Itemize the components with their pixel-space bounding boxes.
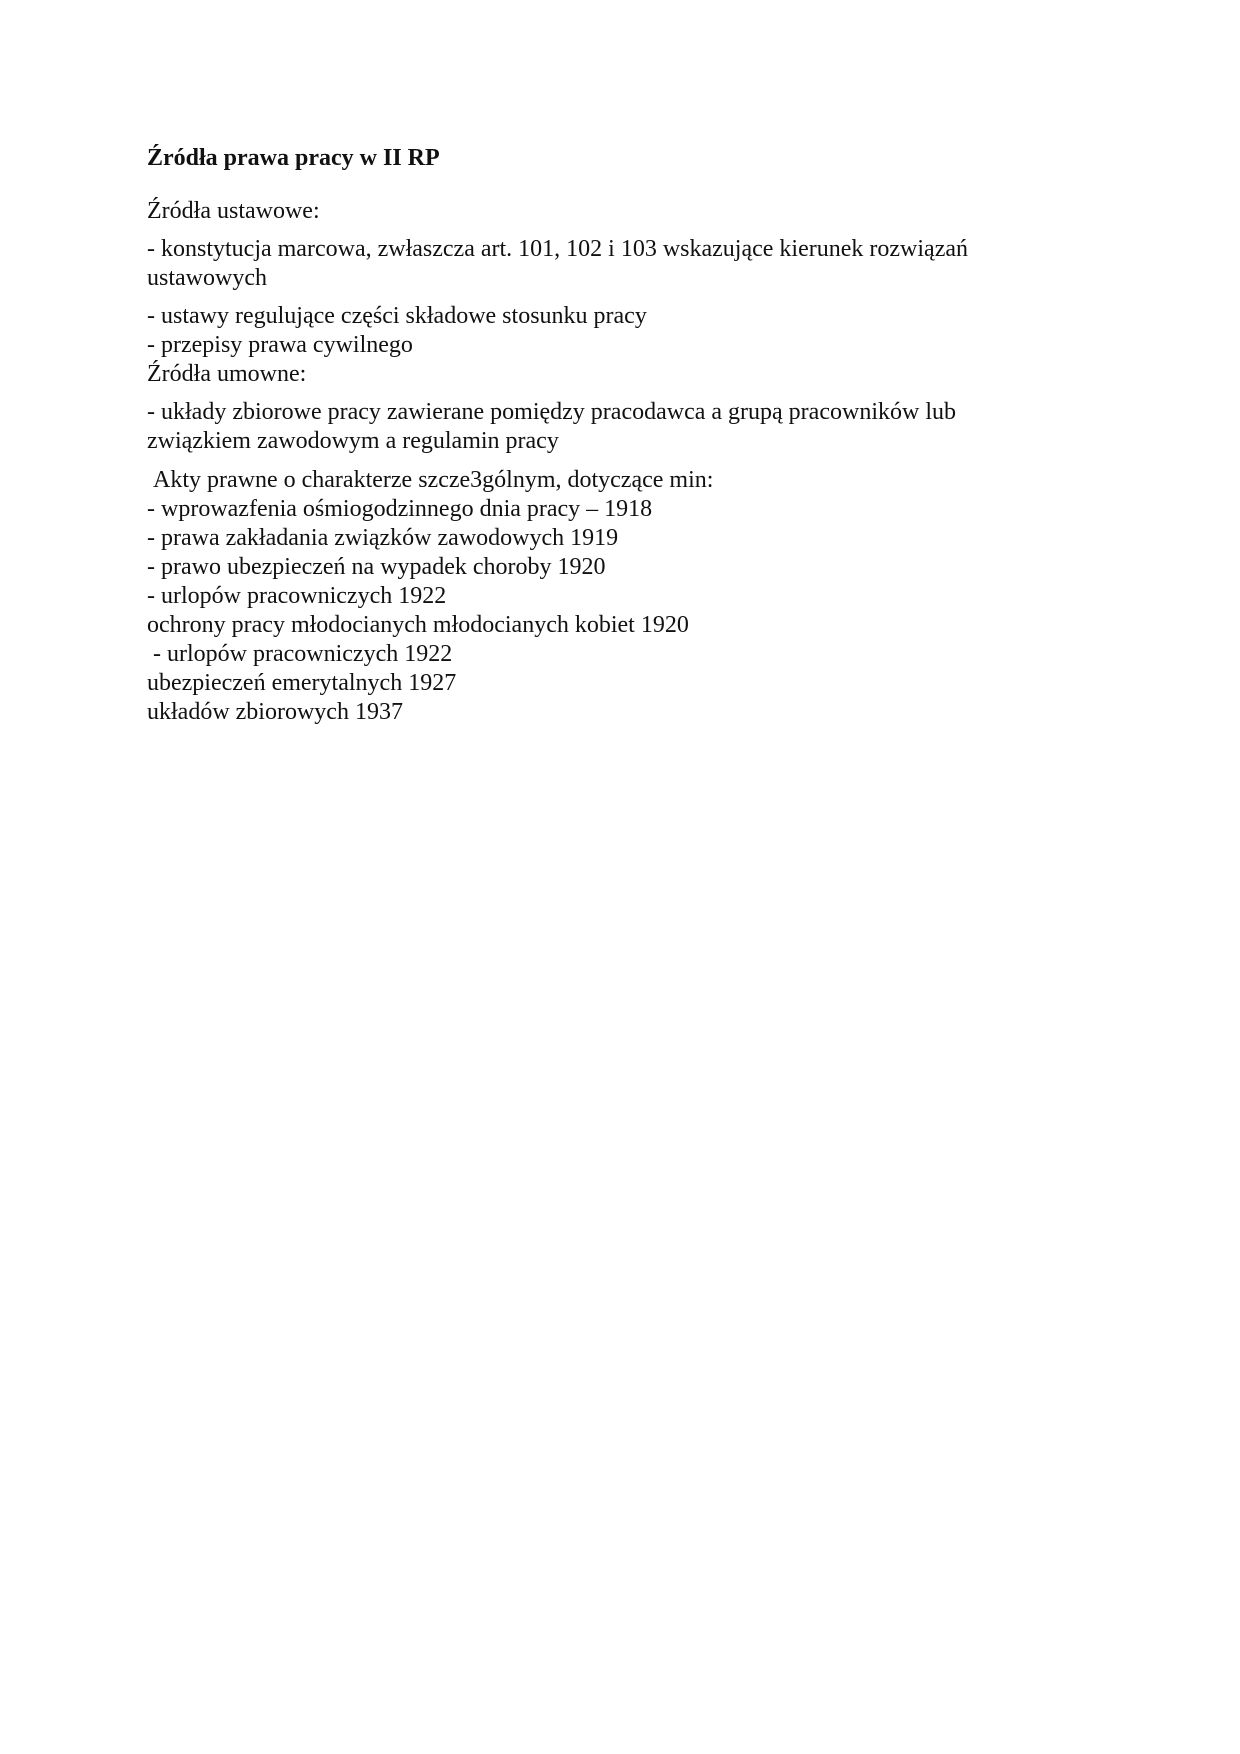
document-title: Źródła prawa pracy w II RP bbox=[147, 145, 440, 171]
list-item-constitution: - konstytucja marcowa, zwłaszcza art. 101, 102 i 103 wskazujące kierunek rozwiązań ustawowych bbox=[147, 236, 974, 291]
list-item-collective-agreements: - układy zbiorowe pracy zawierane pomiędzy pracodawca a grupą pracowników lub związkiem zawodowym a regulamin pracy bbox=[147, 399, 962, 454]
list-item-trade-unions: - prawa zakładania związków zawodowych 1919 bbox=[147, 525, 619, 551]
list-item-employee-leave-repeat: - urlopów pracowniczych 1922 bbox=[147, 641, 453, 667]
list-item-pension-insurance: ubezpieczeń emerytalnych 1927 bbox=[147, 670, 457, 696]
list-item-youth-women-protection: ochrony pracy młodocianych młodocianych kobiet 1920 bbox=[147, 612, 689, 638]
list-item-employee-leave: - urlopów pracowniczych 1922 bbox=[147, 583, 447, 609]
section-heading-contractual: Źródła umowne: bbox=[147, 361, 307, 387]
section-heading-special-acts: Akty prawne o charakterze szcze3gólnym, dotyczące min: bbox=[147, 467, 714, 493]
section-heading-statutory: Źródła ustawowe: bbox=[147, 198, 320, 224]
document-body bbox=[147, 144, 1047, 727]
list-item-civil-law: - przepisy prawa cywilnego bbox=[147, 332, 413, 358]
list-item-statutes: - ustawy regulujące części składowe stosunku pracy bbox=[147, 303, 647, 329]
list-item-eight-hour-day: - wprowazfenia ośmiogodzinnego dnia pracy – 1918 bbox=[147, 496, 653, 522]
list-item-collective-agreements-act: układów zbiorowych 1937 bbox=[147, 699, 403, 725]
list-item-sickness-insurance: - prawo ubezpieczeń na wypadek choroby 1920 bbox=[147, 554, 606, 580]
